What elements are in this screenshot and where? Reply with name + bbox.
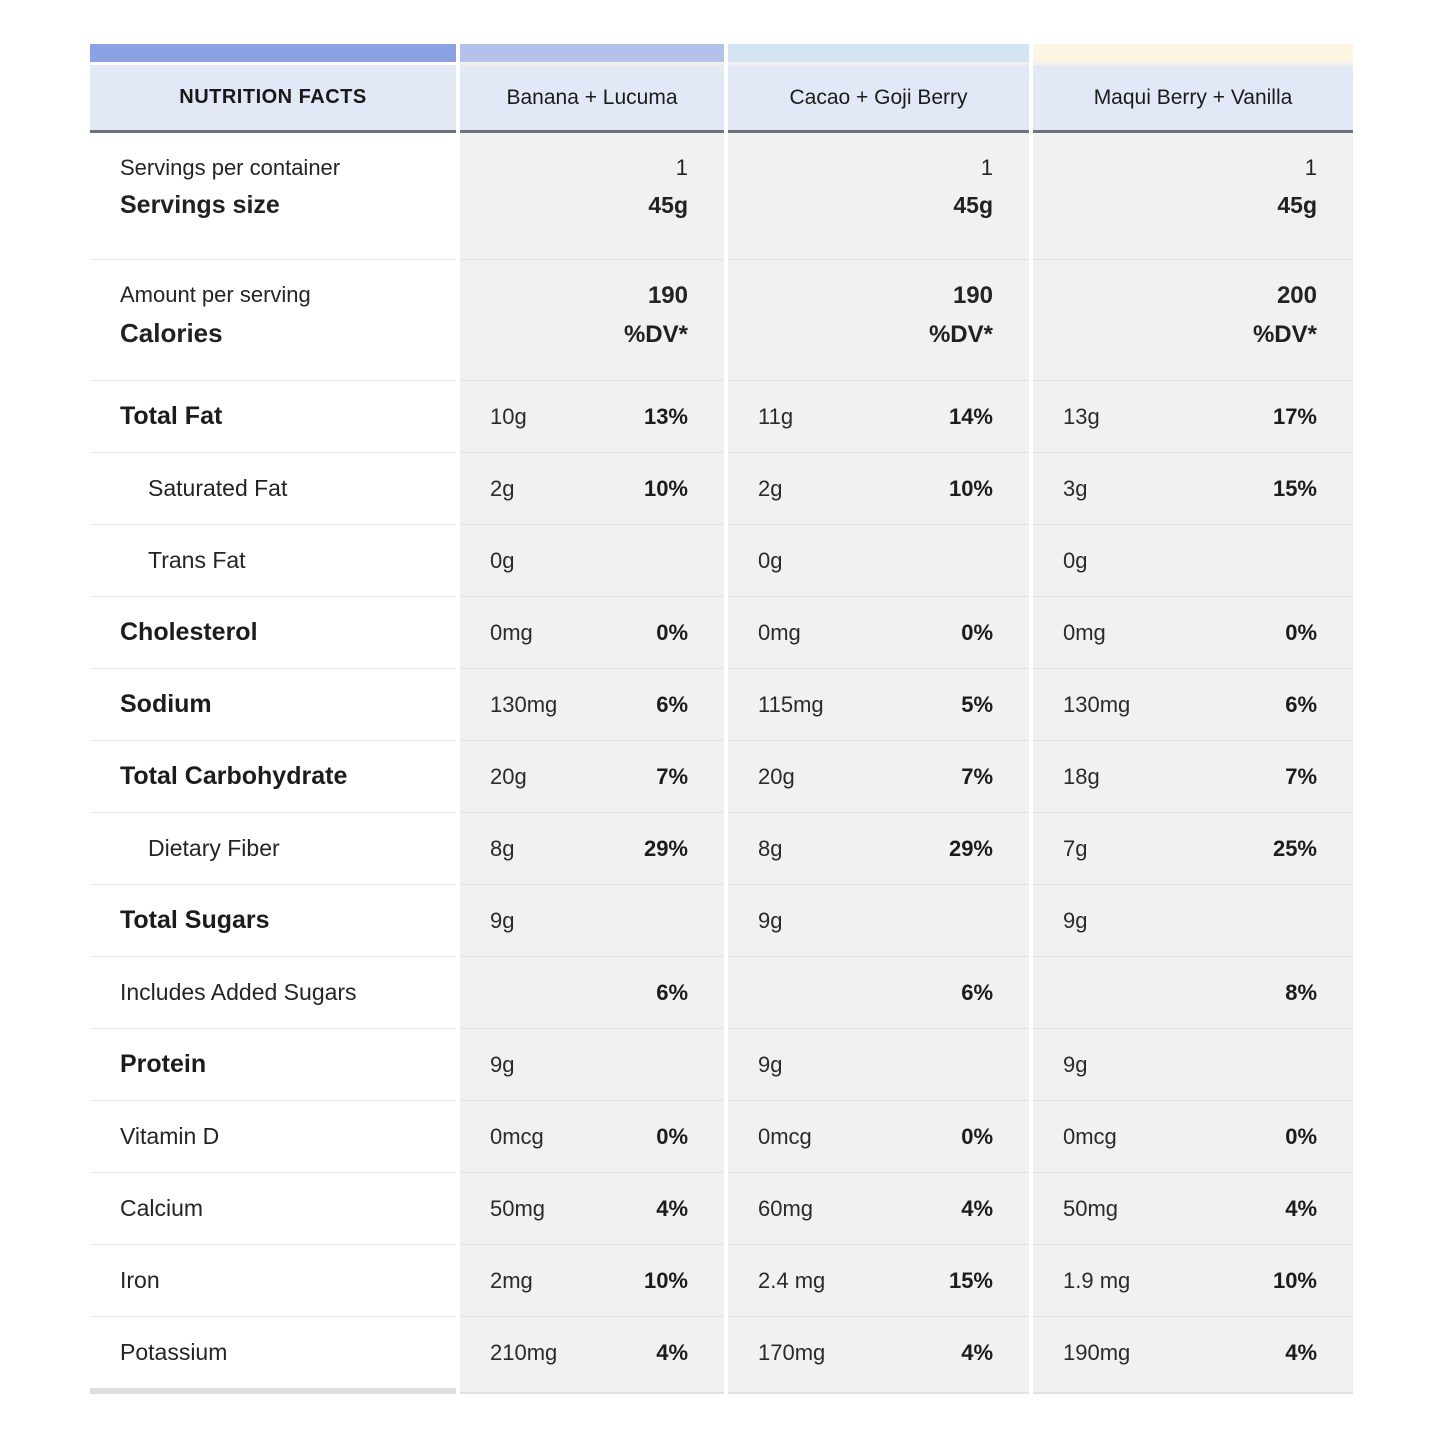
banana-lucuma-total-fat-cell bbox=[460, 380, 724, 452]
row-label-iron: Iron bbox=[90, 1244, 456, 1316]
maqui-berry-vanilla-servings-per-container-value: 1 bbox=[1304, 155, 1317, 180]
maqui-berry-vanilla-dietary-fiber-cell bbox=[1033, 812, 1353, 884]
cacao-goji-berry-dv-header: %DV* bbox=[928, 321, 993, 348]
cacao-goji-berry-cholesterol-amount: 0mg bbox=[758, 619, 801, 645]
cacao-goji-berry-total-carbohydrate-amount: 20g bbox=[758, 763, 795, 789]
cacao-goji-berry-cholesterol-percent-dv: 0% bbox=[961, 619, 993, 645]
maqui-berry-vanilla-calories-cell bbox=[1033, 259, 1353, 380]
row-label-calcium: Calcium bbox=[90, 1172, 456, 1244]
banana-lucuma-header: Banana + Lucuma bbox=[460, 65, 724, 133]
maqui-berry-vanilla-total-fat-amount: 13g bbox=[1063, 403, 1100, 429]
cacao-goji-berry-servings-per-container-value: 1 bbox=[980, 155, 993, 180]
banana-lucuma-saturated-fat-cell bbox=[460, 452, 724, 524]
cacao-goji-berry-saturated-fat-percent-dv: 10% bbox=[948, 475, 993, 501]
maqui-berry-vanilla-potassium-amount: 190mg bbox=[1063, 1339, 1131, 1365]
maqui-berry-vanilla-calories-value: 200 bbox=[1276, 282, 1317, 309]
maqui-berry-vanilla-total-sugars-amount: 9g bbox=[1063, 907, 1088, 933]
banana-lucuma-iron-amount: 2mg bbox=[490, 1267, 533, 1293]
maqui-berry-vanilla-potassium-percent-dv: 4% bbox=[1285, 1339, 1317, 1365]
banana-lucuma-total-carbohydrate-amount: 20g bbox=[490, 763, 527, 789]
cacao-goji-berry-vitamin-d-percent-dv: 0% bbox=[961, 1123, 993, 1149]
banana-lucuma-servings-per-container-value: 1 bbox=[675, 155, 688, 180]
banana-lucuma-dietary-fiber-percent-dv: 29% bbox=[643, 835, 688, 861]
banana-lucuma-servings-cell bbox=[460, 133, 724, 259]
cacao-goji-berry-iron-cell bbox=[728, 1244, 1029, 1316]
row-label-cholesterol: Cholesterol bbox=[90, 596, 456, 668]
cacao-goji-berry-servings-cell bbox=[728, 133, 1029, 259]
banana-lucuma-potassium-percent-dv: 4% bbox=[656, 1339, 688, 1365]
cacao-goji-berry-calories-cell bbox=[728, 259, 1029, 380]
maqui-berry-vanilla-total-carbohydrate-amount: 18g bbox=[1063, 763, 1100, 789]
maqui-berry-vanilla-header: Maqui Berry + Vanilla bbox=[1033, 65, 1353, 133]
banana-lucuma-potassium-amount: 210mg bbox=[490, 1339, 558, 1365]
banana-lucuma-total-fat-percent-dv: 13% bbox=[643, 403, 688, 429]
row-label-sodium: Sodium bbox=[90, 668, 456, 740]
banana-lucuma-includes-added-sugars-percent-dv: 6% bbox=[656, 979, 688, 1005]
banana-lucuma-dv-header: %DV* bbox=[623, 321, 688, 348]
cacao-goji-berry-dietary-fiber-percent-dv: 29% bbox=[948, 835, 993, 861]
banana-lucuma-sodium-cell bbox=[460, 668, 724, 740]
maqui-berry-vanilla-cholesterol-percent-dv: 0% bbox=[1285, 619, 1317, 645]
row-label-protein: Protein bbox=[90, 1028, 456, 1100]
maqui-berry-vanilla-protein-amount: 9g bbox=[1063, 1051, 1088, 1077]
row-label-dietary-fiber: Dietary Fiber bbox=[90, 812, 456, 884]
maqui-berry-vanilla-saturated-fat-amount: 3g bbox=[1063, 475, 1088, 501]
cacao-goji-berry-vitamin-d-amount: 0mcg bbox=[758, 1123, 812, 1149]
labels-column bbox=[90, 44, 456, 1394]
banana-lucuma-total-fat-amount: 10g bbox=[490, 403, 527, 429]
banana-lucuma-includes-added-sugars-cell bbox=[460, 956, 724, 1028]
labels-top-bar bbox=[90, 44, 456, 62]
banana-lucuma-top-bar bbox=[460, 44, 724, 62]
maqui-berry-vanilla-potassium-cell bbox=[1033, 1316, 1353, 1388]
cacao-goji-berry-potassium-cell bbox=[728, 1316, 1029, 1388]
cacao-goji-berry-includes-added-sugars-percent-dv: 6% bbox=[961, 979, 993, 1005]
banana-lucuma-calcium-amount: 50mg bbox=[490, 1195, 546, 1221]
cacao-goji-berry-potassium-amount: 170mg bbox=[758, 1339, 826, 1365]
cacao-goji-berry-total-carbohydrate-cell bbox=[728, 740, 1029, 812]
banana-lucuma-protein-amount: 9g bbox=[490, 1051, 515, 1077]
maqui-berry-vanilla-calcium-cell bbox=[1033, 1172, 1353, 1244]
maqui-berry-vanilla-total-fat-percent-dv: 17% bbox=[1272, 403, 1317, 429]
product-column-cacao-goji-berry bbox=[728, 44, 1029, 1394]
banana-lucuma-total-sugars-cell bbox=[460, 884, 724, 956]
row-label-vitamin-d: Vitamin D bbox=[90, 1100, 456, 1172]
calories-label: Calories bbox=[120, 318, 223, 348]
maqui-berry-vanilla-vitamin-d-amount: 0mcg bbox=[1063, 1123, 1117, 1149]
servings-per-container-label: Servings per container bbox=[120, 155, 341, 180]
maqui-berry-vanilla-total-carbohydrate-percent-dv: 7% bbox=[1285, 763, 1317, 789]
banana-lucuma-dietary-fiber-amount: 8g bbox=[490, 835, 515, 861]
maqui-berry-vanilla-iron-cell bbox=[1033, 1244, 1353, 1316]
maqui-berry-vanilla-saturated-fat-percent-dv: 15% bbox=[1272, 475, 1317, 501]
cacao-goji-berry-sodium-cell bbox=[728, 668, 1029, 740]
row-label-saturated-fat: Saturated Fat bbox=[90, 452, 456, 524]
maqui-berry-vanilla-sodium-amount: 130mg bbox=[1063, 691, 1131, 717]
banana-lucuma-iron-cell bbox=[460, 1244, 724, 1316]
maqui-berry-vanilla-trans-fat-amount: 0g bbox=[1063, 547, 1088, 573]
cacao-goji-berry-sodium-percent-dv: 5% bbox=[961, 691, 993, 717]
banana-lucuma-protein-cell bbox=[460, 1028, 724, 1100]
banana-lucuma-total-carbohydrate-cell bbox=[460, 740, 724, 812]
banana-lucuma-total-carbohydrate-percent-dv: 7% bbox=[656, 763, 688, 789]
maqui-berry-vanilla-dv-header: %DV* bbox=[1252, 321, 1317, 348]
cacao-goji-berry-includes-added-sugars-cell bbox=[728, 956, 1029, 1028]
banana-lucuma-sodium-percent-dv: 6% bbox=[656, 691, 688, 717]
banana-lucuma-calories-cell bbox=[460, 259, 724, 380]
maqui-berry-vanilla-saturated-fat-cell bbox=[1033, 452, 1353, 524]
cacao-goji-berry-protein-cell bbox=[728, 1028, 1029, 1100]
maqui-berry-vanilla-serving-size-value: 45g bbox=[1277, 192, 1317, 218]
row-label-total-carbohydrate: Total Carbohydrate bbox=[90, 740, 456, 812]
cacao-goji-berry-dietary-fiber-cell bbox=[728, 812, 1029, 884]
cacao-goji-berry-total-sugars-amount: 9g bbox=[758, 907, 783, 933]
cacao-goji-berry-sodium-amount: 115mg bbox=[758, 691, 824, 717]
maqui-berry-vanilla-calcium-percent-dv: 4% bbox=[1285, 1195, 1317, 1221]
amount-per-serving-label: Amount per serving bbox=[120, 282, 311, 307]
cacao-goji-berry-calcium-amount: 60mg bbox=[758, 1195, 814, 1221]
banana-lucuma-trans-fat-cell bbox=[460, 524, 724, 596]
cacao-goji-berry-total-carbohydrate-percent-dv: 7% bbox=[961, 763, 993, 789]
cacao-goji-berry-top-bar bbox=[728, 44, 1029, 62]
servings-label-cell bbox=[90, 133, 456, 259]
maqui-berry-vanilla-dietary-fiber-percent-dv: 25% bbox=[1272, 835, 1317, 861]
maqui-berry-vanilla-total-fat-cell bbox=[1033, 380, 1353, 452]
banana-lucuma-calories-value: 190 bbox=[647, 282, 688, 309]
row-label-total-sugars: Total Sugars bbox=[90, 884, 456, 956]
banana-lucuma-calcium-cell bbox=[460, 1172, 724, 1244]
maqui-berry-vanilla-iron-amount: 1.9 mg bbox=[1063, 1267, 1131, 1293]
servings-size-label: Servings size bbox=[120, 191, 280, 219]
row-label-includes-added-sugars: Includes Added Sugars bbox=[90, 956, 456, 1028]
maqui-berry-vanilla-includes-added-sugars-percent-dv: 8% bbox=[1285, 979, 1317, 1005]
cacao-goji-berry-total-fat-amount: 11g bbox=[758, 403, 794, 429]
maqui-berry-vanilla-iron-percent-dv: 10% bbox=[1272, 1267, 1317, 1293]
maqui-berry-vanilla-calcium-amount: 50mg bbox=[1063, 1195, 1119, 1221]
cacao-goji-berry-total-fat-cell bbox=[728, 380, 1029, 452]
banana-lucuma-vitamin-d-percent-dv: 0% bbox=[656, 1123, 688, 1149]
maqui-berry-vanilla-vitamin-d-cell bbox=[1033, 1100, 1353, 1172]
cacao-goji-berry-saturated-fat-cell bbox=[728, 452, 1029, 524]
banana-lucuma-total-sugars-amount: 9g bbox=[490, 907, 515, 933]
banana-lucuma-sodium-amount: 130mg bbox=[490, 691, 558, 717]
banana-lucuma-saturated-fat-amount: 2g bbox=[490, 475, 515, 501]
maqui-berry-vanilla-total-sugars-cell bbox=[1033, 884, 1353, 956]
cacao-goji-berry-total-fat-percent-dv: 14% bbox=[948, 403, 993, 429]
maqui-berry-vanilla-cholesterol-cell bbox=[1033, 596, 1353, 668]
maqui-berry-vanilla-vitamin-d-percent-dv: 0% bbox=[1285, 1123, 1317, 1149]
table-title: NUTRITION FACTS bbox=[90, 65, 456, 133]
maqui-berry-vanilla-sodium-percent-dv: 6% bbox=[1285, 691, 1317, 717]
maqui-berry-vanilla-protein-cell bbox=[1033, 1028, 1353, 1100]
banana-lucuma-cholesterol-percent-dv: 0% bbox=[656, 619, 688, 645]
banana-lucuma-saturated-fat-percent-dv: 10% bbox=[643, 475, 688, 501]
banana-lucuma-iron-percent-dv: 10% bbox=[643, 1267, 688, 1293]
banana-lucuma-trans-fat-amount: 0g bbox=[490, 547, 515, 573]
cacao-goji-berry-iron-percent-dv: 15% bbox=[948, 1267, 993, 1293]
cacao-goji-berry-vitamin-d-cell bbox=[728, 1100, 1029, 1172]
banana-lucuma-potassium-cell bbox=[460, 1316, 724, 1388]
row-label-trans-fat: Trans Fat bbox=[90, 524, 456, 596]
banana-lucuma-calcium-percent-dv: 4% bbox=[656, 1195, 688, 1221]
maqui-berry-vanilla-top-bar bbox=[1033, 44, 1353, 62]
banana-lucuma-cholesterol-amount: 0mg bbox=[490, 619, 533, 645]
cacao-goji-berry-iron-amount: 2.4 mg bbox=[758, 1267, 826, 1293]
cacao-goji-berry-potassium-percent-dv: 4% bbox=[961, 1339, 993, 1365]
row-label-total-fat: Total Fat bbox=[90, 380, 456, 452]
cacao-goji-berry-calcium-cell bbox=[728, 1172, 1029, 1244]
cacao-goji-berry-header: Cacao + Goji Berry bbox=[728, 65, 1029, 133]
cacao-goji-berry-calcium-percent-dv: 4% bbox=[961, 1195, 993, 1221]
cacao-goji-berry-total-sugars-cell bbox=[728, 884, 1029, 956]
cacao-goji-berry-cholesterol-cell bbox=[728, 596, 1029, 668]
cacao-goji-berry-serving-size-value: 45g bbox=[953, 192, 993, 218]
cacao-goji-berry-saturated-fat-amount: 2g bbox=[758, 475, 783, 501]
maqui-berry-vanilla-dietary-fiber-amount: 7g bbox=[1063, 835, 1088, 861]
cacao-goji-berry-calories-value: 190 bbox=[952, 282, 993, 309]
nutrient-labels bbox=[90, 380, 456, 1388]
maqui-berry-vanilla-total-carbohydrate-cell bbox=[1033, 740, 1353, 812]
calories-label-cell bbox=[90, 259, 456, 380]
nutrition-facts-table bbox=[90, 44, 1353, 1394]
banana-lucuma-dietary-fiber-cell bbox=[460, 812, 724, 884]
banana-lucuma-vitamin-d-amount: 0mcg bbox=[490, 1123, 544, 1149]
labels-bottom-strip bbox=[90, 1388, 456, 1394]
cacao-goji-berry-trans-fat-cell bbox=[728, 524, 1029, 596]
product-column-maqui-berry-vanilla bbox=[1033, 44, 1353, 1394]
cacao-goji-berry-dietary-fiber-amount: 8g bbox=[758, 835, 783, 861]
banana-lucuma-vitamin-d-cell bbox=[460, 1100, 724, 1172]
product-column-banana-lucuma bbox=[460, 44, 724, 1394]
cacao-goji-berry-protein-amount: 9g bbox=[758, 1051, 783, 1077]
maqui-berry-vanilla-trans-fat-cell bbox=[1033, 524, 1353, 596]
cacao-goji-berry-trans-fat-amount: 0g bbox=[758, 547, 783, 573]
banana-lucuma-serving-size-value: 45g bbox=[648, 192, 688, 218]
maqui-berry-vanilla-servings-cell bbox=[1033, 133, 1353, 259]
maqui-berry-vanilla-sodium-cell bbox=[1033, 668, 1353, 740]
row-label-potassium: Potassium bbox=[90, 1316, 456, 1388]
maqui-berry-vanilla-cholesterol-amount: 0mg bbox=[1063, 619, 1106, 645]
maqui-berry-vanilla-includes-added-sugars-cell bbox=[1033, 956, 1353, 1028]
banana-lucuma-cholesterol-cell bbox=[460, 596, 724, 668]
